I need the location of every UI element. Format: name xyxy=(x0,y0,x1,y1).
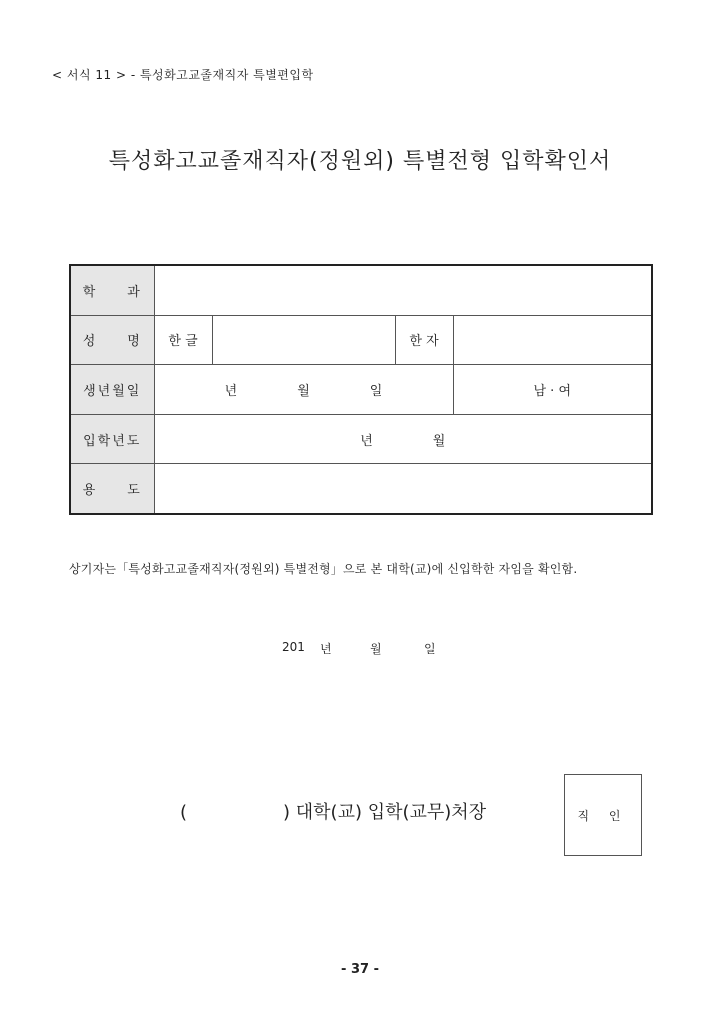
purpose-field[interactable] xyxy=(154,464,652,514)
admission-year-label: 입학년도 xyxy=(70,414,154,464)
birthdate-field[interactable] xyxy=(154,365,453,415)
date-year-prefix: 201 xyxy=(282,640,305,654)
document-title: 특성화고교졸재직자(정원외) 특별전형 입학확인서 xyxy=(108,149,612,174)
table-row-department xyxy=(70,265,652,315)
birth-month-unit: 월 xyxy=(297,383,310,399)
table-row-birthdate xyxy=(70,365,652,415)
hanja-name-field[interactable] xyxy=(453,315,652,365)
confirmation-statement: 상기자는「특성화고교졸재직자(정원외) 특별전형」으로 본 대학(교)에 신입학한 자임을 확인함. xyxy=(69,562,578,576)
hanja-label: 한 자 xyxy=(395,315,453,365)
admission-year-unit: 년 xyxy=(360,433,373,449)
table-row-purpose xyxy=(70,464,652,514)
signature-open-paren: ( xyxy=(180,802,188,823)
official-seal-box: 직 인 xyxy=(564,774,642,856)
birthdate-label: 생년월일 xyxy=(70,365,154,415)
info-table xyxy=(69,264,653,515)
signature-line xyxy=(180,798,486,824)
hangul-name-field[interactable] xyxy=(212,315,395,365)
department-label: 학 과 xyxy=(70,265,154,315)
hangul-label: 한 글 xyxy=(154,315,212,365)
birth-day-unit: 일 xyxy=(369,383,383,399)
date-day-unit: 일 xyxy=(424,642,436,656)
admission-year-field[interactable] xyxy=(154,414,652,464)
date-month-unit: 월 xyxy=(370,642,382,656)
signature-title: ) 대학(교) 입학(교무)처장 xyxy=(283,802,487,823)
department-field[interactable] xyxy=(154,265,652,315)
gender-selector[interactable]: 남 · 여 xyxy=(453,365,652,415)
purpose-label: 용 도 xyxy=(70,464,154,514)
date-year-unit: 년 xyxy=(320,642,332,656)
admission-month-unit: 월 xyxy=(432,433,446,449)
birth-year-unit: 년 xyxy=(224,383,238,399)
form-reference-header: < 서식 11 > - 특성화고교졸재직자 특별편입학 xyxy=(52,68,314,82)
page-number: - 37 - xyxy=(341,962,379,977)
table-row-name xyxy=(70,315,652,365)
table-row-admission-year xyxy=(70,414,652,464)
name-label: 성 명 xyxy=(70,315,154,365)
